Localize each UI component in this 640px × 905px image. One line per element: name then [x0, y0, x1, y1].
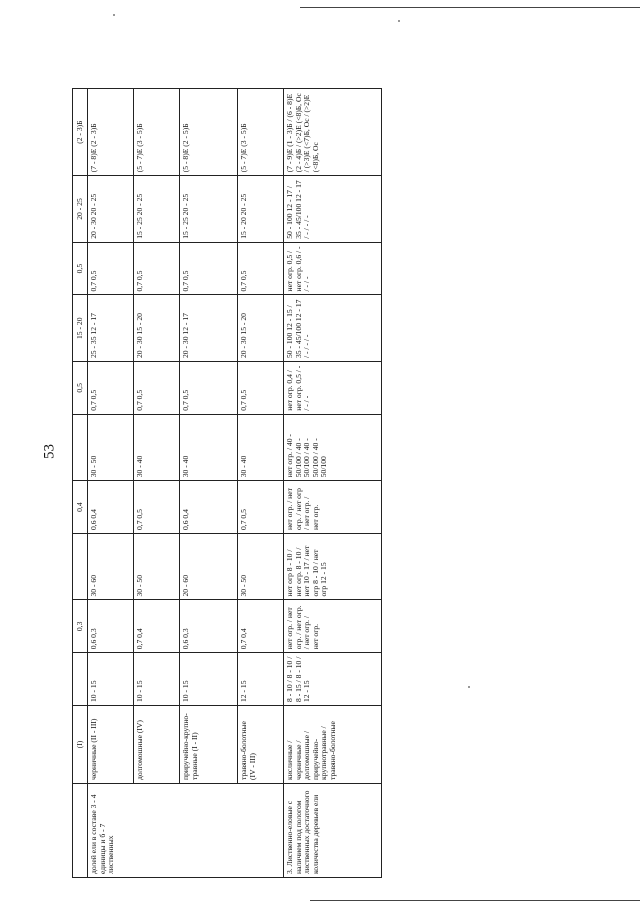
value-cell: 0,7 0,5 [238, 362, 284, 415]
value-cell: 20 - 30 15 - 20 [134, 295, 180, 362]
value-cell: 0,7 0,5 [88, 362, 134, 415]
value-cell: (5 - 7)Е (3 - 5)Б [238, 89, 284, 176]
scan-edge-bottom [310, 900, 640, 901]
value-cell: 0,6 0,3 [180, 600, 238, 653]
value-cell: 0,7 0,5 [238, 242, 284, 295]
row-label: долей ели в составе 3 - 4 единицы и б - 7 лиственных [88, 783, 134, 877]
scan-speck [113, 14, 115, 16]
value-cell: 0,7 0,5 [88, 242, 134, 295]
value-cell: (7 - 9)Е (1 - 3)Б / (6 - 8)Е (2 - 4)Б / (>2)Е (<8)Б, Ос / (>3)Е (<7)Б, Ос / (>2)Е (<8)Б, Ос [284, 89, 382, 176]
row-label [134, 783, 180, 877]
value-cell: 50 - 100 12 - 17 / 35 - 45/100 12 - 17 / - / - / - [284, 176, 382, 243]
value-cell: 10 - 15 [180, 653, 238, 706]
value-cell: 10 - 15 [134, 653, 180, 706]
table-row [238, 89, 284, 878]
page-number: 53 [41, 444, 58, 459]
value-cell: 0,6 0,4 [88, 481, 134, 534]
value-cell: 0,7 0,5 [134, 242, 180, 295]
value-cell: 30 - 40 [238, 414, 284, 481]
header-cell: 0,5 [73, 242, 88, 295]
row-label [238, 783, 284, 877]
value-cell: нет огр. / 40 - 50/100 / 40 - 50/100 / 40 - 50/100 / 40 - 50/100 [284, 414, 382, 481]
table-header-row [73, 89, 88, 878]
value-cell: 10 - 15 [88, 653, 134, 706]
header-cell: 0,4 [73, 481, 88, 534]
value-cell: (7 - 8)Е (2 - 3)Б [88, 89, 134, 176]
value-cell: 50 - 100 12 - 15 / 35 - 45/100 12 - 17 / - / - / - [284, 295, 382, 362]
header-cell [73, 534, 88, 601]
value-cell: 0,7 0,5 [134, 362, 180, 415]
value-cell: 30 - 40 [134, 414, 180, 481]
table-row [88, 89, 134, 878]
value-cell: 0,7 0,4 [238, 600, 284, 653]
header-cell [73, 414, 88, 481]
header-cell: (I) [73, 706, 88, 784]
table-row [180, 89, 238, 878]
scan-edge-top [300, 7, 640, 8]
value-cell: 25 - 35 12 - 17 [88, 295, 134, 362]
forest-type-cell: долгомошные (IV) [134, 706, 180, 784]
value-cell: нет огр. / нет огр. / нет огр. / нет огр. / нет огр. [284, 600, 382, 653]
header-cell: 20 - 25 [73, 176, 88, 243]
header-cell: 0,3 [73, 600, 88, 653]
header-cell: 15 - 20 [73, 295, 88, 362]
value-cell: 0,7 0,5 [134, 481, 180, 534]
value-cell: 0,7 0,5 [180, 362, 238, 415]
value-cell: 15 - 25 20 - 25 [180, 176, 238, 243]
header-cell [73, 653, 88, 706]
value-cell: 0,6 0,4 [180, 481, 238, 534]
value-cell: 15 - 25 20 - 25 [134, 176, 180, 243]
value-cell: 30 - 60 [88, 534, 134, 601]
value-cell: 0,7 0,5 [238, 481, 284, 534]
value-cell: 20 - 30 15 - 20 [238, 295, 284, 362]
header-cell: (2 - 3)Б [73, 89, 88, 176]
value-cell: нет огр. / нет огр. / нет огр / нет огр. / нет огр. [284, 481, 382, 534]
row-label [180, 783, 238, 877]
forest-type-cell: черничные (II - III) [88, 706, 134, 784]
value-cell: нет огр. 0,4 / нет огр. 0,5 / - / - / - [284, 362, 382, 415]
rotated-table-area [72, 88, 382, 878]
value-cell: 0,6 0,3 [88, 600, 134, 653]
value-cell: 30 - 40 [180, 414, 238, 481]
value-cell: 12 - 15 [238, 653, 284, 706]
value-cell: 20 - 30 20 - 25 [88, 176, 134, 243]
scan-speck [468, 686, 470, 688]
value-cell: 20 - 30 12 - 17 [180, 295, 238, 362]
value-cell: 30 - 50 [238, 534, 284, 601]
header-cell: 0,5 [73, 362, 88, 415]
value-cell: нет огр. 0,5 / нет огр. 0,6 / - / - / - [284, 242, 382, 295]
table-row [134, 89, 180, 878]
scan-speck [398, 20, 400, 22]
value-cell: (5 - 8)Е (2 - 5)Б [180, 89, 238, 176]
table-row [284, 89, 382, 878]
value-cell: 8 - 10 / 8 - 10 / 8 - 15 / 8 - 10 / 12 - 15 [284, 653, 382, 706]
row-label: 3. Лиственно-еловые с наличием под пологом лиственных достаточного количества деревьев ели [284, 783, 382, 877]
header-cell [73, 783, 88, 877]
forest-type-cell: кисличные / черничные / долгомошные / приручейно-крупнотравные / травяно-болотные [284, 706, 382, 784]
forest-type-cell: травяно-болотные (IV - III) [238, 706, 284, 784]
value-cell: нет огр 8 - 10 / нет огр. 8 - 10 / нет 10 - 17 / нет огр 8 - 10 / нет огр 12 - 15 [284, 534, 382, 601]
value-cell: 30 - 50 [88, 414, 134, 481]
value-cell: 30 - 50 [134, 534, 180, 601]
value-cell: 15 - 20 20 - 25 [238, 176, 284, 243]
forest-table [72, 88, 382, 878]
value-cell: (5 - 7)Е (3 - 5)Б [134, 89, 180, 176]
value-cell: 0,7 0,5 [180, 242, 238, 295]
value-cell: 0,7 0,4 [134, 600, 180, 653]
forest-type-cell: приручейно-крупно-травные (I - II) [180, 706, 238, 784]
value-cell: 20 - 60 [180, 534, 238, 601]
